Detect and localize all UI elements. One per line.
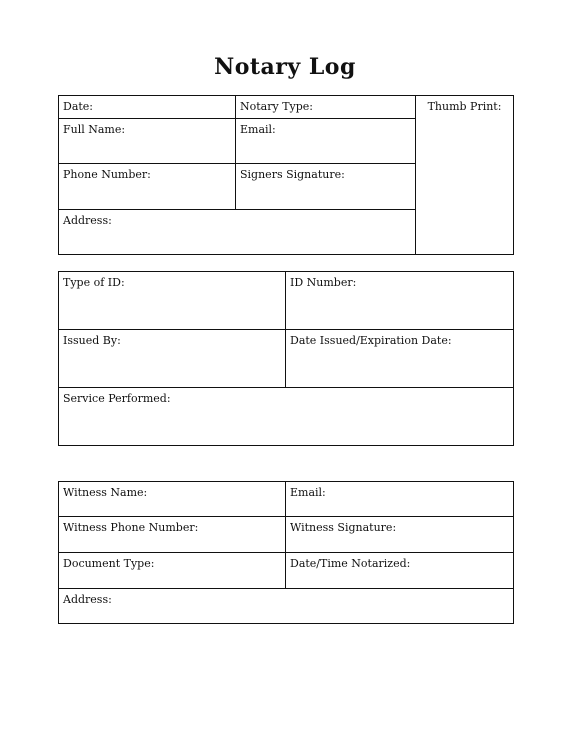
signers-signature-field[interactable]: [236, 164, 416, 210]
id-number-label: ID Number:: [290, 276, 357, 289]
signers-signature-label: Signers Signature:: [240, 168, 345, 181]
witness-address-label: Address:: [63, 593, 112, 606]
full-name-label: Full Name:: [63, 123, 126, 136]
id-details-table: [58, 271, 514, 446]
witness-email-label: Email:: [290, 486, 326, 499]
thumb-print-label: Thumb Print:: [427, 100, 502, 113]
service-performed-label: Service Performed:: [63, 392, 171, 405]
phone-number-label: Phone Number:: [63, 168, 151, 181]
date-time-notarized-field[interactable]: [286, 553, 514, 589]
date-field[interactable]: [59, 96, 236, 119]
witness-phone-number-label: Witness Phone Number:: [63, 521, 199, 534]
notary-type-field[interactable]: [236, 96, 416, 119]
date-time-notarized-label: Date/Time Notarized:: [290, 557, 411, 570]
notary-type-label: Notary Type:: [240, 100, 314, 113]
type-of-id-field[interactable]: [59, 272, 286, 330]
email-label: Email:: [240, 123, 276, 136]
witness-email-field[interactable]: [286, 482, 514, 517]
witness-phone-number-field[interactable]: [59, 517, 286, 553]
date-label: Date:: [63, 100, 94, 113]
address-label: Address:: [63, 214, 112, 227]
witness-name-label: Witness Name:: [63, 486, 148, 499]
address-field[interactable]: [59, 210, 416, 255]
document-type-field[interactable]: [59, 553, 286, 589]
issued-by-field[interactable]: [59, 330, 286, 388]
notary-details-table: [58, 95, 514, 255]
issued-by-label: Issued By:: [63, 334, 121, 347]
date-issued-expiration-label: Date Issued/Expiration Date:: [290, 334, 452, 347]
witness-details-table: [58, 481, 514, 624]
full-name-field[interactable]: [59, 119, 236, 164]
witness-signature-field[interactable]: [286, 517, 514, 553]
witness-signature-label: Witness Signature:: [290, 521, 397, 534]
service-performed-field[interactable]: [59, 388, 514, 446]
phone-number-field[interactable]: [59, 164, 236, 210]
witness-name-field[interactable]: [59, 482, 286, 517]
document-type-label: Document Type:: [63, 557, 155, 570]
date-issued-expiration-field[interactable]: [286, 330, 514, 388]
witness-address-field[interactable]: [59, 589, 514, 624]
type-of-id-label: Type of ID:: [63, 276, 125, 289]
page-title: Notary Log: [214, 54, 356, 80]
email-field[interactable]: [236, 119, 416, 164]
id-number-field[interactable]: [286, 272, 514, 330]
thumb-print-box[interactable]: [416, 96, 514, 255]
